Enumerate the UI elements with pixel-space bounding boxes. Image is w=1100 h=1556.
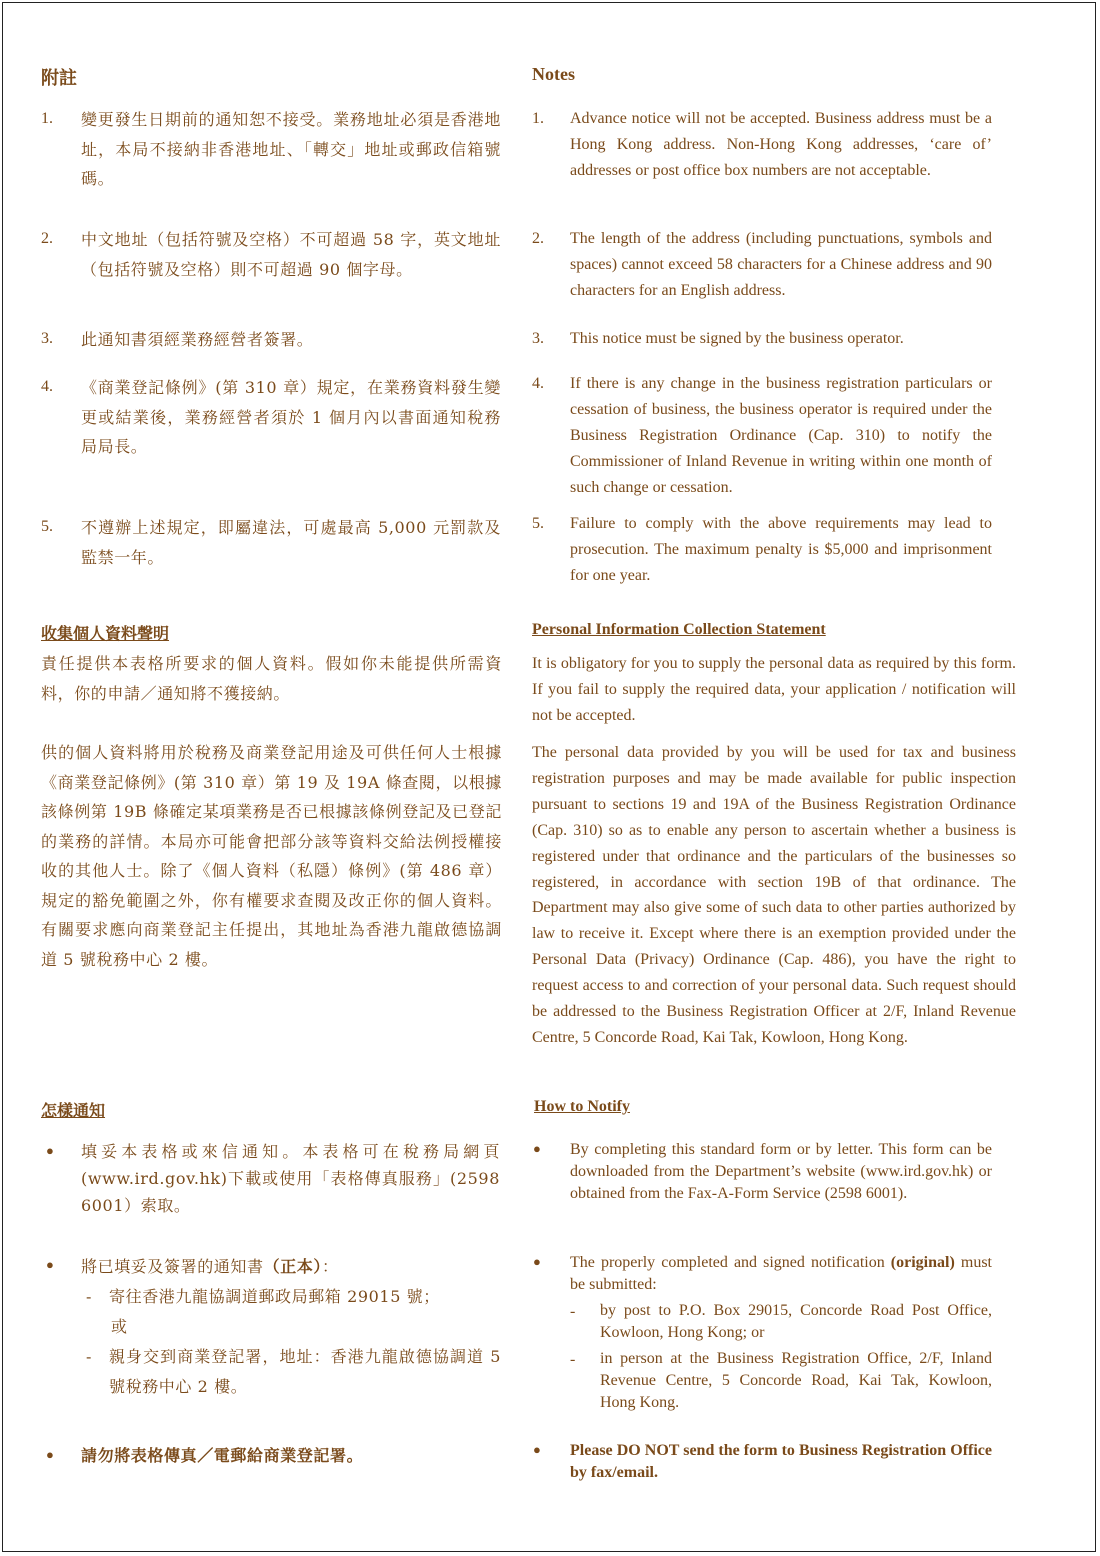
note-text-zh: 《商業登記條例》(第 310 章）規定，在業務資料發生變更或結業後，業務經營者須於 1 個月內以書面通知稅務局局長。 [81, 378, 501, 456]
original-label: （正本） [263, 1257, 323, 1276]
pics-heading-zh: 收集個人資料聲明 [41, 624, 170, 643]
how-bullet-text: must be submitted: [570, 1254, 992, 1293]
original-label: (original) [890, 1254, 955, 1271]
note-text-zh: 中文地址（包括符號及空格）不可超過 58 字，英文地址（包括符號及空格）則不可超過 90 個字母。 [81, 230, 501, 279]
pics-paragraph-zh: 責任提供本表格所要求的個人資料。假如你未能提供所需資料，你的申請／通知將不獲接納。 [41, 654, 502, 703]
bullet-icon: ● [46, 1257, 54, 1272]
notes-heading-zh: 附註 [41, 68, 77, 89]
how-heading-en: How to Notify [534, 1098, 630, 1115]
note-number: 5. [41, 518, 53, 535]
pics-heading-en: Personal Information Collection Statement [532, 621, 826, 638]
how-bullet-en [570, 1252, 992, 1296]
note-number: 2. [41, 230, 53, 247]
note-number: 4. [41, 378, 53, 395]
note-text-en: If there is any change in the business registration particulars or cessation of business, the business operator is required under the Business Registration Ordinance (Cap. 310) to notify the Commissioner of Inland Revenue in writing within one month of such change or cessation. [570, 375, 992, 496]
how-dash-item-en: by post to P.O. Box 29015, Concorde Road Post Office, Kowloon, Hong Kong; or [600, 1302, 992, 1341]
note-text-zh: 變更發生日期前的通知恕不接受。業務地址必須是香港地址，本局不接納非香港地址、「轉交」地址或郵政信箱號碼。 [81, 110, 501, 188]
how-dash-item-zh: 寄往香港九龍協調道郵政局郵箱 29015 號； [109, 1287, 440, 1306]
dash-icon: - [570, 1351, 576, 1368]
pics-paragraph-en: The personal data provided by you will be used for tax and business registration purposes and may be made available for public inspection pursuant to sections 19 and 19A of the Business Registration Ordinance (Cap. 310) so as to enable any person to ascertain whether a business is registered under that ordinance and the particulars of the businesses so registered, in accordance with section 19B of that ordinance. The Department may also give some of such data to other parties authorized by law to receive it. Except where there is an exemption provided under the Personal Data (Privacy) Ordinance (Cap. 486), you have the right to request access to and correction of your personal data. Such request should be addressed to the Business Registration Officer at 2/F, Inland Revenue Centre, 5 Concorde Road, Kai Tak, Kowloon, Hong Kong. [532, 744, 1016, 1046]
how-bullet-en: By completing this standard form or by letter. This form can be downloaded from the Department’s website (www.ird.gov.hk) or obtained from the Fax-A-Form Service (2598 6001). [570, 1141, 992, 1202]
note-number: 5. [532, 515, 544, 532]
how-dash-item-zh: 親身交到商業登記署，地址：香港九龍啟德協調道 5 號稅務中心 2 樓。 [109, 1347, 501, 1396]
bullet-icon: ● [46, 1143, 54, 1158]
bullet-icon: ● [533, 1254, 541, 1269]
note-number: 1. [532, 110, 544, 127]
how-bullet-zh: 請勿將表格傳真／電郵給商業登記署。 [81, 1446, 364, 1465]
note-text-en: Advance notice will not be accepted. Business address must be a Hong Kong address. Non-Hong Kong addresses, ‘care of’ addresses or post office box numbers are not acceptable. [570, 110, 992, 179]
how-bullet-text: 將已填妥及簽署的通知書 [81, 1257, 264, 1276]
how-bullet-zh [81, 1252, 500, 1282]
pics-paragraph-en: It is obligatory for you to supply the personal data as required by this form. If you fail to supply the required data, your application / notification will not be accepted. [532, 655, 1016, 724]
bullet-icon: ● [533, 1141, 541, 1156]
note-number: 3. [532, 330, 544, 347]
or-label-zh: 或 [111, 1317, 128, 1336]
note-text-en: The length of the address (including punctuations, symbols and spaces) cannot exceed 58 characters for a Chinese address and 90 characters for an English address. [570, 230, 992, 299]
dash-icon: - [86, 1287, 93, 1306]
how-heading-zh: 怎樣通知 [41, 1101, 106, 1120]
note-number: 4. [532, 375, 544, 392]
notes-heading-en: Notes [532, 64, 575, 84]
how-bullet-text: The properly completed and signed notification [570, 1254, 891, 1271]
note-text-en: Failure to comply with the above requirements may lead to prosecution. The maximum penalty is $5,000 and imprisonment for one year. [570, 515, 992, 584]
how-bullet-zh: 填妥本表格或來信通知。本表格可在稅務局網頁(www.ird.gov.hk)下載或使用「表格傳真服務」(2598 6001）索取。 [81, 1142, 500, 1215]
how-dash-item-en: in person at the Business Registration Office, 2/F, Inland Revenue Centre, 5 Concorde Road, Kai Tak, Kowloon, Hong Kong. [600, 1350, 992, 1411]
bullet-icon: ● [533, 1442, 541, 1457]
note-text-en: This notice must be signed by the business operator. [570, 330, 904, 347]
note-number: 1. [41, 110, 53, 127]
dash-icon: - [570, 1303, 576, 1320]
how-bullet-text: ： [322, 1257, 339, 1276]
note-text-zh: 不遵辦上述規定，即屬違法，可處最高 5,000 元罰款及監禁一年。 [81, 518, 501, 567]
dash-icon: - [86, 1347, 93, 1366]
how-bullet-en: Please DO NOT send the form to Business Registration Office by fax/email. [570, 1442, 992, 1481]
pics-paragraph-zh: 供的個人資料將用於稅務及商業登記用途及可供任何人士根據《商業登記條例》(第 310 章）第 19 及 19A 條查閱，以根據該條例第 19B 條確定某項業務是否已根據該條例登記及已登記的業務的詳情。本局亦可能會把部分該等資料交給法例授權接收的其他人士。除了《個人資料（私隱）條例》(第 486 章）規定的豁免範圍之外，你有權要求查閱及改正你的個人資料。有關要求應向商業登記主任提出，其地址為香港九龍啟德協調道 5 號稅務中心 2 樓。 [41, 743, 502, 969]
note-text-zh: 此通知書須經業務經營者簽署。 [81, 330, 314, 349]
note-number: 3. [41, 330, 53, 347]
bullet-icon: ● [46, 1447, 54, 1462]
note-number: 2. [532, 230, 544, 247]
